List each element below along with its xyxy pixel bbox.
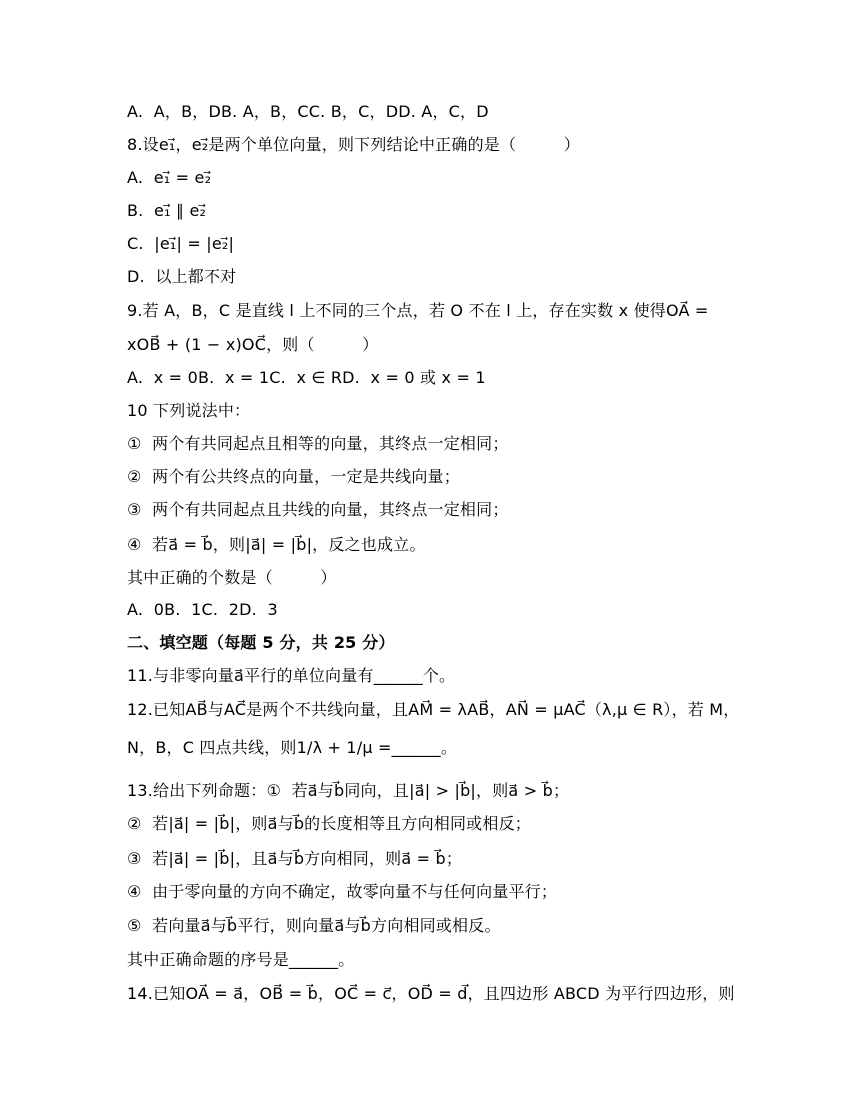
- q8-stem: 8.设e₁⃗，e₂⃗是两个单位向量，则下列结论中正确的是（ ）: [127, 135, 580, 154]
- q13-proposition-2: ② 若|a⃗| = |b⃗|，则a⃗与b⃗的长度相等且方向相同或相反；: [127, 814, 531, 833]
- q13-proposition-4: ④ 由于零向量的方向不确定，故零向量不与任何向量平行；: [127, 882, 558, 901]
- q9-stem-line2: xOB⃗ + (1 − x)OC⃗，则（ ）: [127, 335, 379, 354]
- q12-stem-line2: N，B，C 四点共线，则1/λ + 1/μ =______。: [127, 738, 458, 757]
- q10-options: A. 0B. 1C. 2D. 3: [127, 600, 278, 619]
- q13-proposition-3: ③ 若|a⃗| = |b⃗|，且a⃗与b⃗方向相同，则a⃗ = b⃗；: [127, 849, 463, 868]
- q9-stem-line1: 9.若 A，B，C 是直线 l 上不同的三个点，若 O 不在 l 上，存在实数 x 使得OA⃗ =: [127, 301, 709, 320]
- q9-options: A. x = 0B. x = 1C. x ∈ RD. x = 0 或 x = 1: [127, 368, 486, 387]
- q10-stem: 10 下列说法中：: [127, 401, 251, 420]
- q10-question: 其中正确的个数是（ ）: [127, 568, 337, 587]
- q10-statement-3: ③ 两个有共同起点且共线的向量，其终点一定相同；: [127, 500, 509, 519]
- q13-stem: 13.给出下列命题：① 若a⃗与b⃗同向，且|a⃗| > |b⃗|，则a⃗ > b⃗；: [127, 781, 570, 800]
- q11-stem: 11.与非零向量a⃗平行的单位向量有______个。: [127, 666, 456, 685]
- q12-stem-line1: 12.已知AB⃗与AC⃗是两个不共线向量，且AM⃗ = λAB⃗，AN⃗ = μAC⃗（λ,μ ∈ R），若 M，: [127, 700, 740, 719]
- q10-statement-2: ② 两个有公共终点的向量，一定是共线向量；: [127, 467, 460, 486]
- q7-options: A. A，B，DB. A，B，CC. B，C，DD. A，C，D: [127, 102, 489, 121]
- q8-option-d: D. 以上都不对: [127, 267, 237, 286]
- q13-proposition-5: ⑤ 若向量a⃗与b⃗平行，则向量a⃗与b⃗方向相同或相反。: [127, 916, 501, 935]
- q10-statement-4: ④ 若a⃗ = b⃗，则|a⃗| = |b⃗|，反之也成立。: [127, 535, 426, 554]
- q13-question: 其中正确命题的序号是______。: [127, 950, 355, 969]
- q8-option-a: A. e₁⃗ = e₂⃗: [127, 168, 212, 187]
- q8-option-b: B. e₁⃗ ∥ e₂⃗: [127, 201, 207, 220]
- q14-stem: 14.已知OA⃗ = a⃗，OB⃗ = b⃗，OC⃗ = c⃗，OD⃗ = d⃗，且四边形 ABCD 为平行四边形，则: [127, 984, 735, 1003]
- q10-statement-1: ① 两个有共同起点且相等的向量，其终点一定相同；: [127, 434, 509, 453]
- section-heading-fill-in: 二、填空题（每题 5 分，共 25 分）: [127, 633, 395, 652]
- q8-option-c: C. |e₁⃗| = |e₂⃗|: [127, 234, 235, 253]
